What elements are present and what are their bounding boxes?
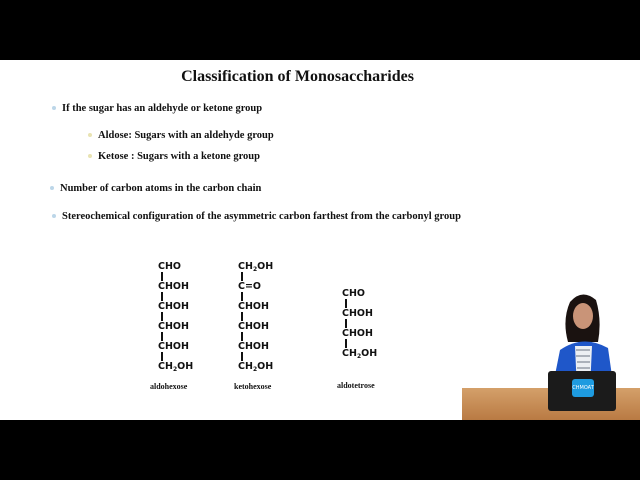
sub-bullet-ketose xyxy=(88,151,260,162)
formula-row: C=O xyxy=(238,281,262,292)
formula-row: CHOH xyxy=(238,301,269,312)
bullet-text: Stereochemical configuration of the asymmetric carbon farthest from the carbonyl group xyxy=(62,211,461,222)
formula-row: $CH_2OH$ xyxy=(158,361,194,373)
formula-row: CHOH xyxy=(342,328,373,339)
bullet-aldehyde-ketone xyxy=(52,103,262,114)
bullet-text: If the sugar has an aldehyde or ketone group xyxy=(62,103,263,114)
aldotetrose-structure xyxy=(342,289,377,359)
slide-title: Classification of Monosaccharides xyxy=(181,68,414,85)
formula-row: CHOH xyxy=(158,341,189,352)
bullet-dot-icon xyxy=(52,106,56,110)
tooth-logo-icon: CHMOAT xyxy=(572,379,594,397)
formula-row: $CH_2OH$ xyxy=(238,361,274,373)
bullet-dot-icon xyxy=(88,154,92,158)
formula-row: $CH_2OH$ xyxy=(342,348,378,360)
formula-row: CHOH xyxy=(238,341,269,352)
lecture-slide xyxy=(0,60,640,420)
bullet-stereochemical xyxy=(52,211,461,222)
bullet-text: Number of carbon atoms in the carbon chain xyxy=(60,183,262,194)
formula-row: $CH_2OH$ xyxy=(238,261,274,273)
bullet-text: Aldose: Sugars with an aldehyde group xyxy=(98,130,274,141)
formula-row: CHO xyxy=(158,261,181,272)
laptop xyxy=(548,371,616,411)
bullet-dot-icon xyxy=(88,133,92,137)
formula-row: CHOH xyxy=(342,308,373,319)
bullet-dot-icon xyxy=(52,214,56,218)
bullet-dot-icon xyxy=(50,186,54,190)
bullet-carbon-atoms xyxy=(50,183,261,194)
aldohexose-structure xyxy=(158,262,193,372)
aldohexose-caption: aldohexose xyxy=(150,382,188,391)
ketohexose-structure xyxy=(238,262,273,372)
formula-row: CHOH xyxy=(158,321,189,332)
formula-row: CHO xyxy=(342,288,365,299)
ketohexose-caption: ketohexose xyxy=(234,382,272,391)
formula-row: CHOH xyxy=(158,281,189,292)
bullet-text: Ketose : Sugars with a ketone group xyxy=(98,151,260,162)
formula-row: CHOH xyxy=(238,321,269,332)
formula-row: CHOH xyxy=(158,301,189,312)
aldotetrose-caption: aldotetrose xyxy=(337,381,375,390)
sub-bullet-aldose xyxy=(88,130,274,141)
